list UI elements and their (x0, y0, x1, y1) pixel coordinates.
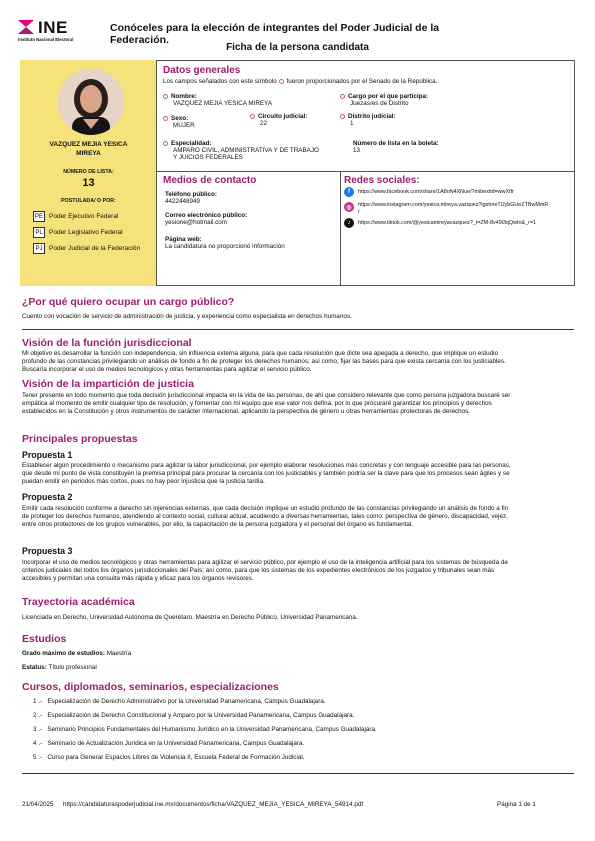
contact-web (165, 236, 285, 250)
status-label: Estatus: (22, 664, 47, 671)
studies-degree (22, 650, 131, 658)
course-text: Curso para Generar Espacios Libres de Violencia II, Escuela Federal de Formación Judicial. (47, 754, 305, 761)
proposal-1-title: Propuesta 1 (22, 450, 73, 460)
general-data-note (163, 78, 437, 85)
footer-date: 21/04/2025 (22, 801, 54, 808)
general-data-title: Datos generales (163, 65, 241, 76)
distrito-label: Distrito judicial: (348, 113, 396, 120)
course-item (33, 712, 354, 719)
general-note-after: fueron proporcionados por el Senado de la República. (286, 78, 438, 85)
course-text: Especialización de Derecho Constitucional y Amparo por la Universidad Panamericana, Campus Guadalajara. (47, 712, 355, 719)
vision-justice-title: Visión de la impartición de justicia (22, 378, 194, 390)
senate-marker-icon (340, 94, 345, 99)
field-especialidad (163, 140, 319, 161)
field-cargo (340, 93, 428, 107)
web-value: La candidatura no proporcionó información (165, 243, 285, 250)
proposal-line: Establecer algún procedimiento o mecanismo para agilizar la labor jurisdiccional, por ejemplo elaborar resoluciones más concretas y con lenguaje accesible para las personas, (22, 462, 511, 469)
proposal-line: Emitir cada resolución conforme a derecho sin injerencias externas, que cada decisión implique un estudio profundo de las constancias privilegiando un análisis de fondo a fin (22, 505, 509, 512)
vision-function-line: Buscaría incorporar el uso de medios tecnológicos y otras herramientas para agilizar el servicio público. (22, 366, 312, 373)
general-note-before: Los campos señalados con este símbolo (163, 78, 277, 85)
postulation-item (33, 242, 140, 255)
vision-justice-line: Tener presente en todo momento que toda decisión jurisdiccional impacta en la vida de las personas, de ahí que considero relevante que como persona juzgadora buscaré ser (22, 392, 511, 399)
proposal-line: puedan emitir en periodos más cortos, pues no hay peor injusticia que la justicia tardía. (22, 478, 265, 485)
list-number-label: NÚMERO DE LISTA: (63, 169, 114, 175)
nombre-label: Nombre: (171, 93, 197, 100)
ine-logo-subtext: Instituto Nacional Electoral (18, 37, 74, 42)
senate-marker-icon (279, 79, 284, 84)
course-text: Seminario de Actualización Jurídica en la Universidad Panamericana, Campus Guadalajara. (47, 740, 305, 747)
footer-url[interactable]: https://candidaturaspoderjudicial.ine.mx/documentos/ficha/VAZQUEZ_MEJIA_YESICA_MIREYA_54914.pdf (63, 801, 364, 808)
postulation-badge: PE (33, 211, 45, 222)
card-divider (340, 171, 341, 286)
sexo-value: MUJER (173, 122, 195, 129)
page-title: Conóceles para la elección de integrantes del Poder Judicial de la Federación. (110, 22, 440, 46)
contact-phone (165, 191, 217, 205)
circuito-label: Circuito judicial: (258, 113, 308, 120)
course-text: Especialización de Derecho Administrativo por la Universidad Panamericana, Campus Guadalajara. (47, 698, 326, 705)
cargo-value: Juezas/es de Distrito (350, 100, 409, 107)
section-rule (22, 329, 574, 330)
contact-email (165, 212, 247, 226)
academic-title: Trayectoria académica (22, 596, 135, 608)
postulation-badge: PJ (33, 243, 45, 254)
section-rule (22, 773, 574, 774)
especialidad-line2: Y JUICIOS FEDERALES (173, 154, 243, 161)
web-label: Página web: (165, 236, 202, 243)
candidate-portrait-icon (58, 69, 124, 135)
studies-status (22, 664, 97, 672)
ine-logo-text: INE (38, 18, 68, 37)
candidate-name (22, 140, 155, 158)
postulation-label: Poder Ejecutivo Federal (49, 213, 119, 220)
degree-value: Maestría (106, 650, 132, 657)
senate-marker-icon (163, 141, 168, 146)
instagram-link[interactable] (358, 202, 548, 216)
vision-justice-text (22, 392, 574, 416)
ine-logo-mark-icon (18, 20, 34, 34)
sexo-label: Sexo: (171, 115, 189, 122)
ine-logo (18, 18, 94, 44)
postulation-label: Poder Judicial de la Federación (49, 245, 141, 252)
email-label: Correo electrónico público: (165, 212, 248, 219)
nombre-value: VAZQUEZ MEJIA YESICA MIREYA (173, 100, 273, 107)
instagram-link-line2: r (358, 209, 360, 215)
proposal-2-text (22, 505, 574, 529)
especialidad-line1: AMPARO CIVIL, ADMINISTRATIVA Y DE TRABAJO (173, 147, 319, 154)
academic-text: Licenciada en Derecho, Universidad Autónoma de Querétaro. Maestría en Derecho Público, Universidad Panamericana. (22, 614, 358, 621)
boleta-label: Número de lista en la boleta: (353, 140, 439, 147)
proposal-line: entre otros protectores de los grupos vulnerables, por ello, la capacitación de la persona juzgadora y el personal del órgano es fundamental. (22, 521, 413, 528)
candidate-name-line1: VAZQUEZ MEJIA YESICA (49, 141, 128, 148)
field-circuito (250, 113, 307, 127)
vision-function-text (22, 350, 574, 374)
especialidad-label: Especialidad: (171, 140, 212, 147)
postulation-label: Poder Legislativo Federal (49, 229, 123, 236)
degree-label: Grado máximo de estudios: (22, 650, 105, 657)
candidate-name-line2: MIREYA (76, 150, 101, 157)
page-subtitle: Ficha de la persona candidata (226, 42, 369, 53)
vision-justice-line: establecidos en la Constitución y otros instrumentos de carácter internacional, aplicando la perspectiva de género u otras herramientas protectoras de derechos. (22, 408, 471, 415)
proposal-3-title: Propuesta 3 (22, 546, 73, 556)
candidate-photo (58, 69, 124, 135)
circuito-value: 22 (260, 120, 268, 127)
instagram-link-line1: https://www.instagram.com/yesica.mireya.vazquez?igshneTUybGUeZTBwMmR (358, 202, 549, 208)
course-number: 1 .- (33, 698, 43, 705)
proposal-line: Incorporar el uso de medios tecnológicos y otras herramientas para agilizar el servicio público, por ejemplo el uso de la inteligencia artificial para los sistemas de búsqueda de (22, 559, 508, 566)
phone-value: 4422448949 (165, 198, 201, 205)
proposal-2-title: Propuesta 2 (22, 492, 73, 502)
course-number: 4 .- (33, 740, 43, 747)
vision-function-line: Mi objetivo es desarrollar la función con independencia, sin influencia externa alguna, para que cada resolución que dicte sea apegada a derecho, que implique un estudio (22, 350, 499, 357)
postulation-item (33, 226, 123, 239)
course-text: Seminario Principios Fundamentales del Humanismo Jurídico en la Universidad Panamericana, Campus Guadalajara. (47, 726, 377, 733)
proposal-3-text (22, 559, 574, 583)
social-title: Redes sociales: (344, 175, 420, 186)
cargo-label: Cargo por el que participa: (348, 93, 429, 100)
facebook-link[interactable]: https://www.facebook.com/share/1A8oN4XNue/?mibextid=wwXIfr (358, 188, 514, 195)
field-nombre (163, 93, 272, 107)
senate-marker-icon (340, 114, 345, 119)
social-facebook[interactable] (344, 187, 514, 197)
instagram-icon: ◎ (344, 202, 354, 212)
why-title: ¿Por qué quiero ocupar un cargo público? (22, 296, 235, 308)
field-boleta (353, 140, 439, 154)
studies-title: Estudios (22, 633, 67, 645)
tiktok-icon: ♪ (344, 218, 354, 228)
course-item (33, 726, 377, 733)
proposal-line: que desde mi punto de vista constituyen la premisa principal para procurar la cercanía con los justiciables y también podría ser la clave para que los procesos sean ágiles y se (22, 470, 510, 477)
boleta-value: 13 (353, 147, 361, 154)
course-number: 3 .- (33, 726, 43, 733)
vision-function-title: Visión de la función jurisdiccional (22, 337, 192, 349)
senate-marker-icon (163, 94, 168, 99)
list-number-value: 13 (82, 177, 95, 189)
course-number: 5 .- (33, 754, 43, 761)
social-instagram[interactable] (344, 202, 548, 216)
vision-justice-line: empática al momento de emitir cualquier tipo de resolución, y fomentar con mi equipo que ese valor nos defina, por lo que procuraré garantizar los principios y derechos (22, 400, 492, 407)
vision-function-line: profundo de las constancias privilegiando un análisis de fondo a fin de proteger los derechos humanos; así como, fijar las bases para que exista cercanía con los justiciables. (22, 358, 506, 365)
course-item (33, 740, 304, 747)
contact-title: Medios de contacto (163, 175, 257, 186)
tiktok-link[interactable]: https://www.tiktok.com/@yesicamireyavazquez?_t=ZM-8v49i3qQwIn&_r=1 (358, 219, 537, 226)
proposal-line: criterios judiciales del todos los órganos jurisdiccionales del País; así como, para que los sistemas de los expedientes electrónicos de los juzgados y tribunales sean más (22, 567, 495, 574)
courses-title: Cursos, diplomados, seminarios, especializaciones (22, 681, 279, 693)
social-tiktok[interactable] (344, 218, 536, 228)
distrito-value: 1 (350, 120, 354, 127)
course-number: 2 .- (33, 712, 43, 719)
proposals-title: Principales propuestas (22, 433, 138, 445)
course-item (33, 754, 305, 761)
postulation-item (33, 210, 118, 223)
postulation-badge: PL (33, 227, 45, 238)
why-text: Cuento con vocación de servicio de administración de justicia, y experiencia como especialista en derechos humanos. (22, 313, 352, 320)
phone-label: Teléfono público: (165, 191, 218, 198)
field-sexo (163, 115, 195, 129)
proposal-1-text (22, 462, 574, 486)
email-value: yesione@hotmail.com (165, 219, 228, 226)
proposal-line: accesibles y permitan una consulta más rápida y eficaz para los órganos revisores. (22, 575, 254, 582)
facebook-icon: f (344, 187, 354, 197)
proposal-line: de proteger los derechos humanos, atendiendo al contexto social, cultural actual, acudiendo a diversas herramientas, tales como: perspectiva de género, discapacidad, vejez, (22, 513, 508, 520)
card-divider (157, 171, 575, 172)
field-distrito (340, 113, 396, 127)
senate-marker-icon (250, 114, 255, 119)
senate-marker-icon (163, 116, 168, 121)
footer-page: Página 1 de 1 (497, 801, 536, 808)
course-item (33, 698, 326, 705)
status-value: Título profesional (48, 664, 97, 671)
postulated-label: POSTULADA/ O POR: (61, 198, 116, 204)
